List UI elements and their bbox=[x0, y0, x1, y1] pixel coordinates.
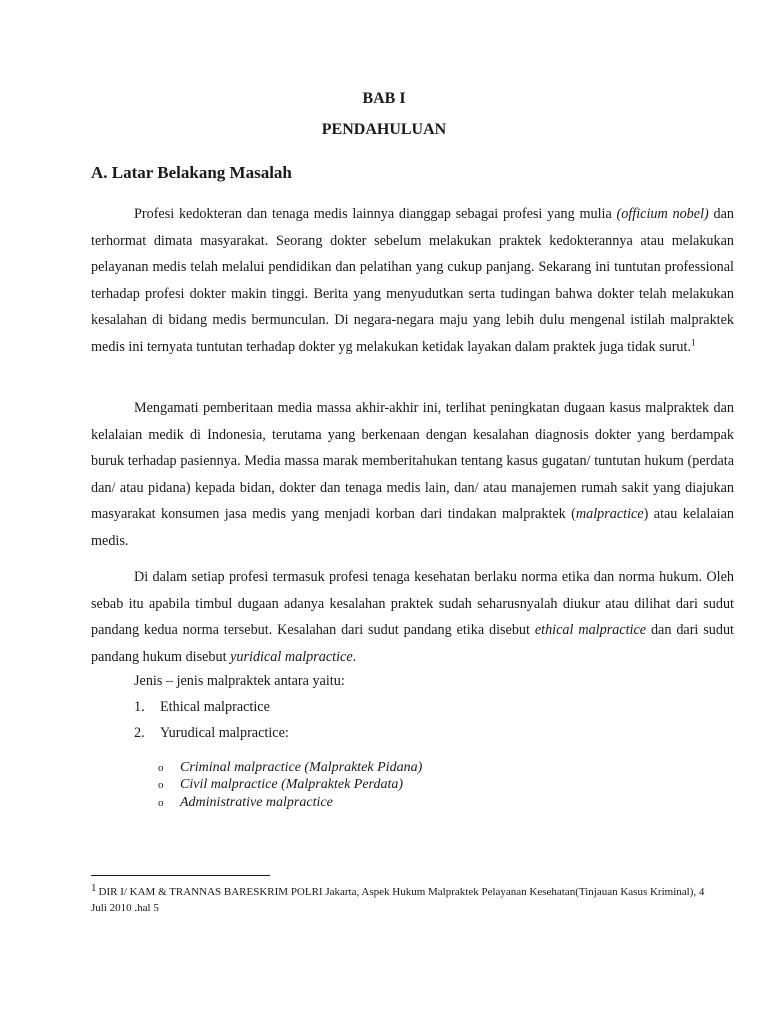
bullet-text: Civil malpractice (Malpraktek Perdata) bbox=[180, 777, 404, 792]
bullet-list-item bbox=[158, 777, 403, 793]
footnote-line-2: Juli 2010 .hal 5 bbox=[91, 902, 159, 914]
paragraph-1-text-a: Profesi kedokteran dan tenaga medis lainnya dianggap sebagai profesi yang mulia bbox=[134, 206, 617, 222]
paragraph-1 bbox=[91, 201, 734, 361]
footnote-reference: 1 bbox=[691, 337, 696, 348]
footnote-text-a: DIR I/ KAM & TRANNAS BARESKRIM POLRI Jakarta bbox=[98, 886, 357, 898]
paragraph-2-text-b: ) atau kelalaian medis. bbox=[91, 506, 734, 549]
list-number: 2. bbox=[134, 725, 145, 741]
numbered-list-item bbox=[134, 725, 289, 742]
paragraph-2-italic: malpractice bbox=[575, 506, 644, 523]
numbered-list-item bbox=[134, 699, 270, 716]
paragraph-3-italic-a: ethical malpractice bbox=[534, 622, 647, 639]
list-item-text: Ethical malpractice bbox=[160, 699, 270, 715]
paragraph-1-italic: (officium nobel) bbox=[616, 206, 709, 222]
paragraph-2 bbox=[91, 395, 734, 555]
list-number: 1. bbox=[134, 699, 145, 715]
paragraph-3 bbox=[91, 564, 734, 670]
paragraph-3-text-b: dan dari sudut pandang hukum disebut bbox=[91, 622, 734, 665]
paragraph-3-text-a: Di dalam setiap profesi termasuk profesi tenaga kesehatan berlaku norma etika dan norma hukum. Oleh sebab itu apabila timbul dugaan adanya kesalahan praktek sudah seharusnyalah diukur atau dilihat dari sudut pandang kedua norma tersebut. Kesalahan dari sudut pandang etika disebut bbox=[91, 569, 734, 639]
paragraph-1-text-b: dan terhormat dimata masyarakat. Seorang dokter sebelum melakukan praktek kedokterannya atau melakukan pelayanan medis telah melalui pendidikan dan pelatihan yang cukup panjang. Sekarang ini tuntutan professional terhadap profesi dokter makin tinggi. Berita yang menyudutkan serta tudingan bahwa dokter telah melakukan kesalahan di bidang medis bermunculan. Di negara-negara maju yang lebih dulu mengenal istilah malpraktek medis ini ternyata tuntutan terhadap dokter yg melakukan ketidak layakan dalam praktek juga tidak surut. bbox=[91, 206, 734, 355]
footnote-divider bbox=[91, 875, 270, 876]
bullet-marker-icon: o bbox=[158, 779, 164, 791]
bullet-marker-icon: o bbox=[158, 797, 164, 809]
types-intro: Jenis – jenis malpraktek antara yaitu: bbox=[134, 673, 345, 689]
bullet-text: Administrative malpractice bbox=[180, 795, 333, 810]
chapter-number: BAB I bbox=[362, 90, 406, 107]
section-heading: A. Latar Belakang Masalah bbox=[91, 163, 292, 182]
paragraph-3-text-c: . bbox=[352, 648, 357, 665]
list-item-text: Yurudical malpractice: bbox=[160, 725, 289, 741]
paragraph-2-text-a: Mengamati pemberitaan media massa akhir-akhir ini, terlihat peningkatan dugaan kasus malpraktek dan kelalaian medik di Indonesia, terutama yang berkenaan dengan kesalahan diagnosis dokter yang berdampak buruk terhadap pasiennya. Media massa marak memberitahukan tentang kasus gugatan/ tuntutan hukum (perdata dan/ atau pidana) kepada bidan, dokter dan tenaga medis lain, dan/ atau manajemen rumah sakit yang diajukan masyarakat konsumen jasa medis yang menjadi korban dari tindakan malpraktek ( bbox=[91, 400, 734, 523]
bullet-marker-icon: o bbox=[158, 762, 164, 774]
footnote bbox=[91, 884, 731, 916]
footnote-marker: 1 bbox=[91, 882, 97, 894]
chapter-title: PENDAHULUAN bbox=[321, 121, 447, 138]
footnote-text-b: Aspek Hukum Malpraktek Pelayanan Kesehatan(Tinjauan Kasus Kriminal), 4 bbox=[361, 886, 705, 898]
bullet-list-item bbox=[158, 760, 422, 776]
bullet-text: Criminal malpractice (Malpraktek Pidana) bbox=[180, 760, 423, 775]
paragraph-3-italic-b: yuridical malpractice bbox=[230, 648, 353, 665]
footnote-separator: , bbox=[356, 886, 362, 898]
bullet-list-item bbox=[158, 795, 333, 811]
